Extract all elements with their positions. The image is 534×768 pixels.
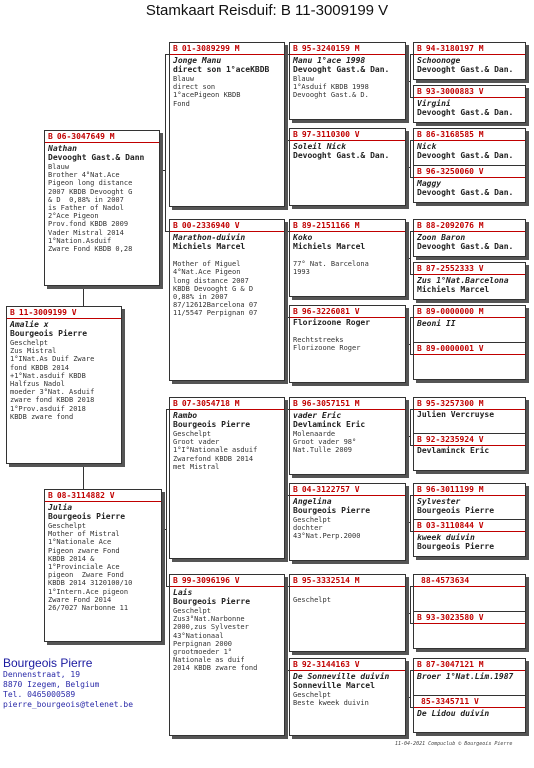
connector-line (406, 697, 410, 698)
ring-number: 00-2336940 V (181, 221, 240, 230)
country-code: B (293, 130, 298, 139)
pedigree-card-gen5n (413, 611, 526, 649)
pigeon-name: Broer 1°Nat.Lim.1987 (417, 672, 514, 681)
country-code: B (417, 660, 422, 669)
pigeon-name: Beoni II (417, 319, 456, 328)
country-code: B (173, 44, 178, 53)
ring-header (414, 575, 525, 587)
pigeon-notes: Geschelpt Mother of Mistral 1°Nationale Ace Pigeon zware Fond KBDB 2014 & 1°Provinciale Ace pigeon Zware Fond KBDB 2014 3120100/10 1°Intern.Ace pigeon Zware Fond 2014 26/7027 Narbonne 11 (48, 522, 133, 613)
connector-line (406, 436, 410, 437)
pedigree-card-gen5o (413, 658, 526, 696)
pigeon-notes: Mother of Miguel 4°Nat.Ace Pigeon long distance 2007 KBDB Devooght G & D 0,88% in 2007 87/12612Barcelona 07 11/5547 Perpignan 07 (173, 260, 258, 318)
pigeon-name: Zoon Baron (417, 233, 466, 242)
pedigree-card-gen4f (289, 483, 406, 561)
ring-header (414, 166, 525, 178)
ring-number: 96-3250060 V (425, 167, 484, 176)
owner-name: Bourgeois Pierre (3, 656, 93, 670)
pedigree-card-gen5m (413, 574, 526, 612)
connector-line (285, 82, 287, 83)
pedigree-card-gen4h (289, 658, 406, 736)
ring-header (7, 307, 121, 319)
pigeon-name: Zus 1°Nat.Barcelona (417, 276, 509, 285)
ring-header (414, 263, 525, 275)
country-code: B (293, 221, 298, 230)
pigeon-notes: Geschelpt Groot vader 1°I°Nationale asduif Zwarefond KBDB 2014 met Mistral (173, 430, 258, 471)
connector-line (406, 258, 410, 259)
ring-number: 87-3047121 M (425, 660, 484, 669)
breeder-name: Bourgeois Pierre (48, 512, 126, 521)
ring-header (290, 43, 405, 55)
ring-header (290, 575, 405, 587)
ring-header (414, 129, 525, 141)
ring-header (45, 490, 161, 502)
pigeon-notes: Geschelpt dochter 43°Nat.Perp.2000 (293, 516, 361, 541)
pigeon-name: kweek duivin (417, 533, 475, 542)
country-code: B (48, 132, 53, 141)
ring-header (414, 220, 525, 232)
ring-number: 07-3054718 M (181, 399, 240, 408)
pedigree-card-gen3a (169, 42, 285, 207)
breeder-name: direct son 1°aceKBDB (173, 65, 270, 74)
pedigree-card-gen5i (413, 397, 526, 435)
breeder-name: Devooght Gast.& Dan. (293, 65, 390, 74)
ring-header (414, 86, 525, 98)
country-code: B (417, 130, 422, 139)
pigeon-name: Koko (293, 233, 313, 242)
pedigree-card-gen5b (413, 85, 526, 123)
ring-header (414, 398, 525, 410)
country-code: B (173, 221, 178, 230)
connector-line (287, 586, 288, 671)
country-code: B (173, 576, 178, 585)
ring-header (414, 520, 525, 532)
connector-line (406, 81, 410, 82)
ring-number: 96-3011199 M (425, 485, 484, 494)
pedigree-card-gen1 (6, 306, 122, 464)
pedigree-card-gen5g (413, 305, 526, 343)
ring-number: 88-4573634 (421, 576, 470, 585)
country-code: B (417, 167, 422, 176)
ring-number: 96-3057151 M (301, 399, 360, 408)
ring-header (414, 659, 525, 671)
owner-tel: Tel. 0465000589 (3, 690, 76, 699)
country-code: B (293, 399, 298, 408)
connector-line (410, 140, 411, 178)
ring-header (414, 434, 525, 446)
breeder-name: Devooght Gast.& Dan. (417, 242, 514, 251)
ring-number: 08-3114882 V (56, 491, 115, 500)
ring-number: 89-2151166 M (301, 221, 360, 230)
ring-number: 89-0000001 V (425, 344, 484, 353)
ring-number: 04-3122757 V (301, 485, 360, 494)
pigeon-name: Schoonoge (417, 56, 461, 65)
pedigree-card-gen5a (413, 42, 526, 80)
ring-header (290, 659, 405, 671)
breeder-name: Michiels Marcel (293, 242, 366, 251)
pigeon-notes: Geschelpt Beste kweek duivin (293, 691, 369, 708)
pigeon-name: Amalie x (10, 320, 49, 329)
pigeon-notes: Geschelpt Zus3°Nat.Narbonne 2000,zus Sylvester 43°Nationaal Perpignan 2000 grootmoeder 1° Nationale as duif 2014 KBDB zware fond (173, 607, 258, 673)
pedigree-card-gen3d (169, 574, 285, 736)
connector-line (406, 344, 410, 345)
connector-line (410, 495, 411, 532)
pedigree-card-gen5k (413, 483, 526, 521)
pedigree-card-gen5e (413, 219, 526, 257)
connector-line (406, 167, 410, 168)
pedigree-card-gen3b (169, 219, 285, 381)
owner-email: pierre_bourgeois@telenet.be (3, 700, 134, 709)
ring-header (45, 131, 159, 143)
footer-note: 11-04-2021 Compuclub © Bourgeois Pierre (395, 741, 513, 747)
ring-header (170, 398, 284, 410)
ring-header (290, 484, 405, 496)
country-code: B (48, 491, 53, 500)
pigeon-name: Nick (417, 142, 437, 151)
country-code: B (417, 264, 422, 273)
pedigree-card-gen4e (289, 397, 406, 475)
pigeon-name: De Sonneville duivin (293, 672, 390, 681)
pigeon-name: Virgini (417, 99, 451, 108)
breeder-name: Bourgeois Pierre (10, 329, 88, 338)
country-code: B (417, 87, 422, 96)
owner-street: Dennenstraat, 19 (3, 670, 81, 679)
pigeon-name: De Lidou duivin (417, 709, 490, 718)
ring-header (414, 612, 525, 624)
ring-header (414, 343, 525, 355)
breeder-name: Florizoone Roger (293, 318, 371, 327)
pedigree-card-gen5c (413, 128, 526, 166)
pigeon-name: Soleil Nick (293, 142, 346, 151)
pigeon-name: Nathan (48, 144, 77, 153)
connector-line (285, 437, 287, 438)
country-code: B (10, 308, 15, 317)
pedigree-card-gen5f (413, 262, 526, 300)
pigeon-name: Rambo (173, 411, 198, 420)
connector-line (287, 231, 288, 318)
ring-number: 92-3235924 V (425, 435, 484, 444)
country-code: B (293, 307, 298, 316)
ring-number: 99-3096196 V (181, 576, 240, 585)
pigeon-name: Sylvester (417, 497, 461, 506)
ring-number: 11-3009199 V (18, 308, 77, 317)
pedigree-card-gen3c (169, 397, 285, 559)
ring-header (170, 43, 284, 55)
country-code: B (417, 221, 422, 230)
ring-number: 97-3110300 V (301, 130, 360, 139)
connector-line (287, 409, 288, 496)
pigeon-notes: Blauw direct son 1°acePigeon KBDB Fond (173, 75, 241, 108)
breeder-name: Devooght Gast.& Dan. (417, 65, 514, 74)
country-code: B (417, 613, 422, 622)
ring-header (290, 129, 405, 141)
pigeon-name: Lais (173, 588, 193, 597)
breeder-name: Bourgeois Pierre (293, 506, 371, 515)
breeder-name: Bourgeois Pierre (173, 420, 251, 429)
connector-line (160, 170, 165, 171)
connector-line (162, 529, 166, 530)
connector-line (410, 231, 411, 275)
ring-number: 86-3168585 M (425, 130, 484, 139)
connector-line (406, 522, 410, 523)
ring-number: 93-3023580 V (425, 613, 484, 622)
breeder-name: Bourgeois Pierre (417, 506, 495, 515)
breeder-name: Devooght Gast.& Dan. (417, 108, 514, 117)
pigeon-notes: Geschelpt Zus Mistral 1°INat.As Duif Zware fond KBDB 2014 +1°Nat.asduif KBDB Halfzus Nadol moeder 3°Nat. Asduif zware fond KBDB 2018 1°Prov.asduif 2018 KBDB zware fond (10, 339, 95, 421)
ring-number: 95-3240159 M (301, 44, 360, 53)
ring-number: 03-3110844 V (425, 521, 484, 530)
pigeon-name: Julia (48, 503, 73, 512)
page-title: Stamkaart Reisduif: B 11-3009199 V (145, 2, 389, 19)
connector-line (285, 259, 287, 260)
country-code: B (173, 399, 178, 408)
pedigree-card-gen5l (413, 519, 526, 557)
pigeon-name: Maggy (417, 179, 442, 188)
country-code: B (417, 399, 422, 408)
ring-header (170, 220, 284, 232)
ring-header (170, 575, 284, 587)
ring-number: 87-2552333 V (425, 264, 484, 273)
breeder-name: Devooght Gast.& Dan. (417, 151, 514, 160)
country-code: B (417, 485, 422, 494)
breeder-name: Devooght Gast.& Dann (48, 153, 145, 162)
ring-number: 88-2092076 M (425, 221, 484, 230)
pedigree-card-gen2a (44, 130, 160, 286)
connector-line (410, 317, 411, 355)
country-code: B (293, 485, 298, 494)
breeder-name: Devlaminck Eric (293, 420, 366, 429)
pigeon-notes: Geschelpt (293, 596, 331, 605)
connector-line (166, 409, 167, 587)
ring-number: 01-3089299 M (181, 44, 240, 53)
breeder-name: Devooght Gast.& Dan. (417, 188, 514, 197)
pigeon-notes: Rechtstreeks Florizoone Roger (293, 336, 361, 353)
pigeon-notes: Blauw 1°Asduif KBDB 1998 Devooght Gast.& D. (293, 75, 369, 100)
pedigree-card-gen2b (44, 489, 162, 642)
pedigree-card-gen4g (289, 574, 406, 652)
pedigree-card-gen5d (413, 165, 526, 203)
ring-header (290, 306, 405, 318)
country-code: B (417, 435, 422, 444)
ring-number: 92-3144163 V (301, 660, 360, 669)
ring-number: 95-3332514 M (301, 576, 360, 585)
country-code: B (417, 44, 422, 53)
ring-number: 93-3000883 V (425, 87, 484, 96)
breeder-name: Devooght Gast.& Dan. (293, 151, 390, 160)
breeder-name: Julien Vercruyse (417, 410, 495, 419)
country-code: B (417, 307, 422, 316)
ring-number: 06-3047649 M (56, 132, 115, 141)
connector-line (287, 54, 288, 141)
connector-line (410, 586, 411, 624)
connector-line (410, 409, 411, 446)
ring-header (290, 220, 405, 232)
ring-header (414, 696, 525, 708)
pigeon-name: Marathon-duivin (173, 233, 246, 242)
breeder-name: Bourgeois Pierre (173, 597, 251, 606)
connector-line (285, 614, 287, 615)
connector-line (410, 54, 411, 98)
ring-header (414, 484, 525, 496)
ring-header (414, 306, 525, 318)
country-code: B (417, 344, 422, 353)
country-code: B (293, 576, 298, 585)
connector-line (410, 670, 411, 708)
pigeon-notes: Blauw Brother 4°Nat.Ace Pigeon long distance 2007 KBDB Devooght G & D 0,88% in 2007 is Father of Nadol 2°Ace Pigeon Prov.fond KBDB 2009 Vader Mistral 2014 1°Nation.Asduif Zware Fond KBDB 0,28 (48, 163, 133, 254)
breeder-name: Bourgeois Pierre (417, 542, 495, 551)
breeder-name: Devlaminck Eric (417, 446, 490, 455)
ring-number: 95-3257300 M (425, 399, 484, 408)
pigeon-notes: 77° Nat. Barcelona 1993 (293, 260, 369, 277)
ring-number: 89-0000000 M (425, 307, 484, 316)
owner-city: 8870 Izegem, Belgium (3, 680, 100, 689)
breeder-name: Michiels Marcel (417, 285, 490, 294)
ring-number: 96-3226081 V (301, 307, 360, 316)
pigeon-notes: Molenaarde Groot vader 98° Nat.Tulle 2009 (293, 430, 357, 455)
country-code: B (417, 521, 422, 530)
owner-contact (3, 656, 133, 710)
pedigree-card-gen4c (289, 219, 406, 297)
pedigree-card-gen4a (289, 42, 406, 120)
pedigree-card-gen5j (413, 433, 526, 471)
pedigree-card-gen5h (413, 342, 526, 380)
ring-header (290, 398, 405, 410)
connector-line (406, 613, 410, 614)
pigeon-name: Manu 1°ace 1998 (293, 56, 366, 65)
ring-number: 94-3180197 M (425, 44, 484, 53)
ring-number: 85-3345711 V (421, 697, 479, 706)
pigeon-name: Jonge Manu (173, 56, 222, 65)
pigeon-name: Angelina (293, 497, 332, 506)
country-code: B (293, 660, 298, 669)
pedigree-card-gen4b (289, 128, 406, 206)
breeder-name: Sonneville Marcel (293, 681, 375, 690)
connector-line (165, 54, 166, 232)
ring-header (414, 43, 525, 55)
breeder-name: Michiels Marcel (173, 242, 246, 251)
country-code: B (293, 44, 298, 53)
pedigree-card-gen4d (289, 305, 406, 383)
pedigree-card-gen5p (413, 695, 526, 733)
pigeon-name: vader Eric (293, 411, 342, 420)
